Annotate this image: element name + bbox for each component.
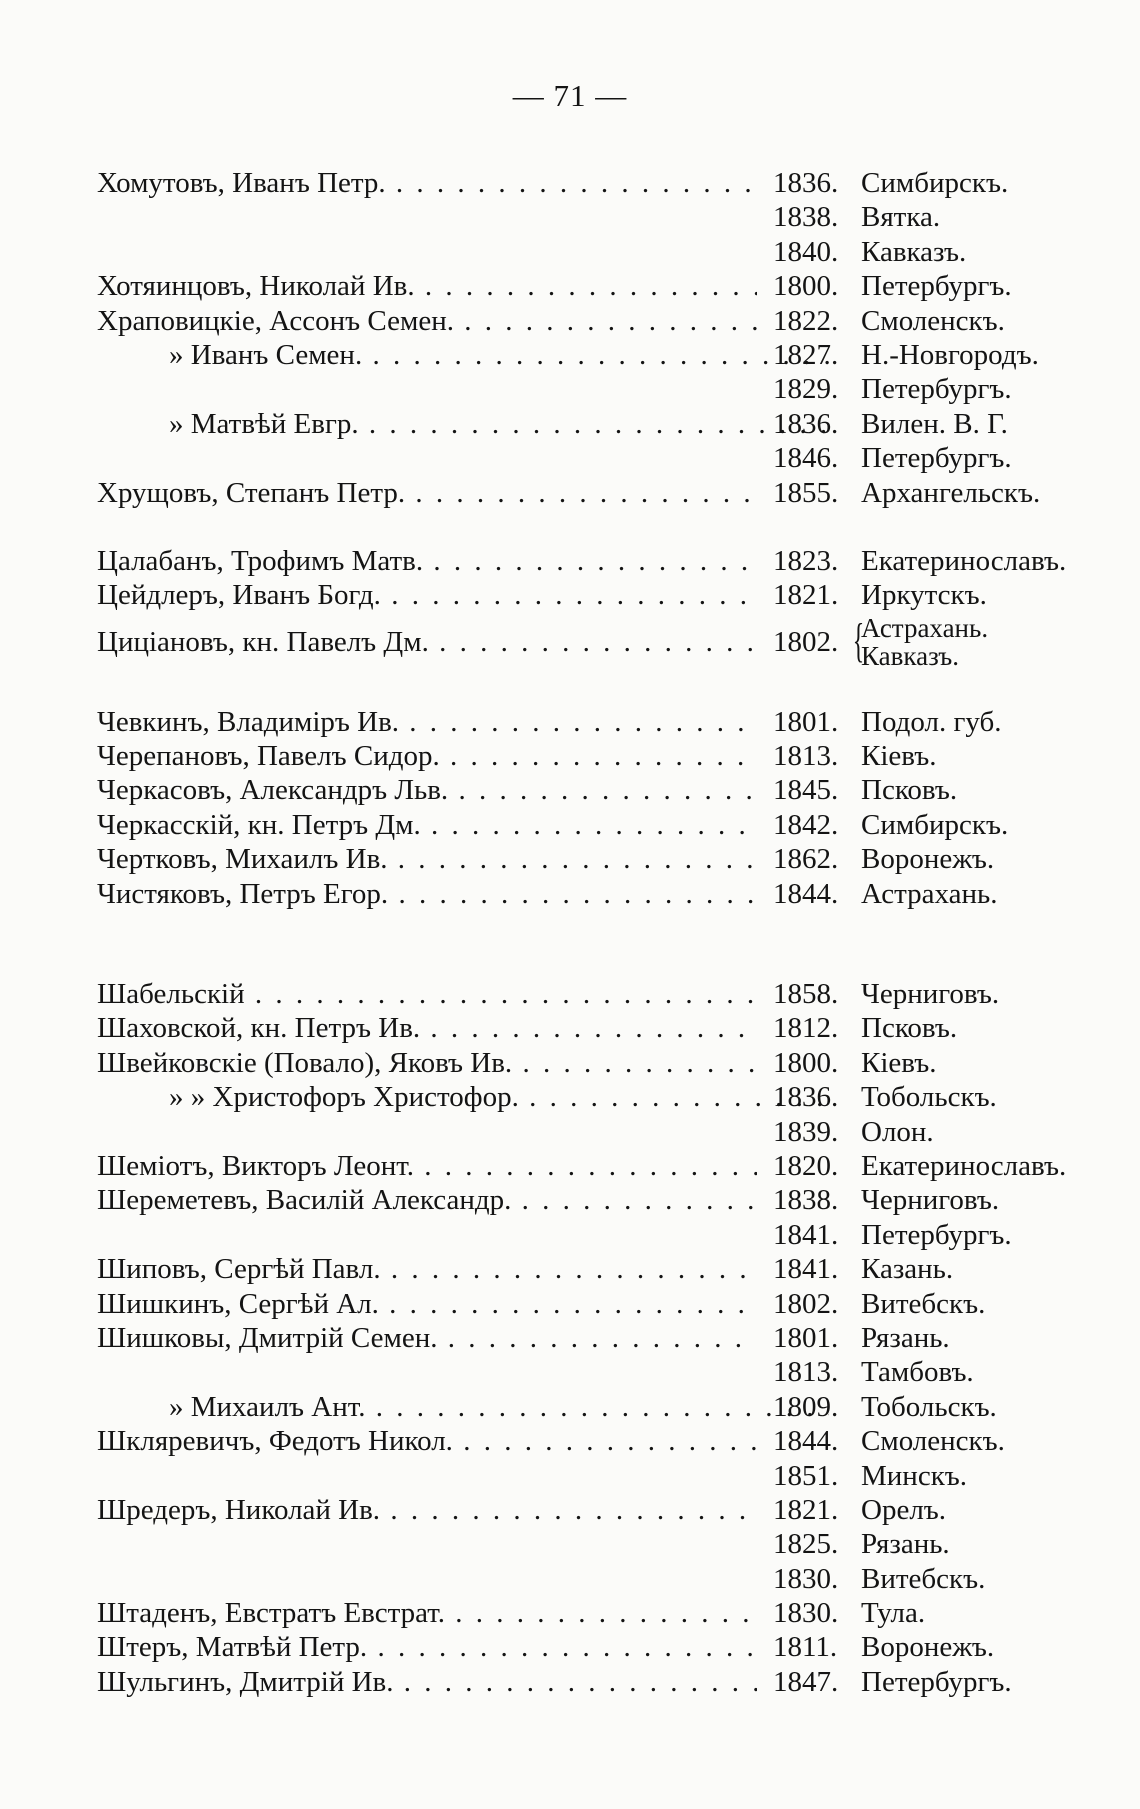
place: Псковъ.	[861, 1012, 958, 1045]
year: 1846.	[773, 442, 839, 475]
place: Смоленскъ.	[861, 1425, 1005, 1458]
place: Астрахань.	[861, 612, 989, 643]
person-name: Шишкинъ, Сергѣй Ал. . . .	[97, 1287, 757, 1321]
person-name: Хотяинцовъ, Николай Ив. . . .	[97, 269, 757, 303]
place: Тамбовъ.	[861, 1356, 974, 1389]
place: Кавказъ.	[861, 640, 959, 671]
person-name: Шульгинъ, Дмитрій Ив. . . .	[97, 1665, 757, 1699]
place: Петербургъ.	[861, 270, 1012, 303]
place: Кавказъ.	[861, 235, 967, 268]
place: Петербургъ.	[861, 1218, 1012, 1251]
brace-icon: {	[852, 613, 865, 667]
place: Воронежъ.	[861, 843, 995, 876]
year: 1801.	[773, 1321, 839, 1354]
year: 1822.	[773, 304, 839, 337]
list-item	[97, 304, 1097, 338]
year: 1836.	[773, 167, 839, 199]
person-name: Швейковскіе (Повало), Яковъ Ив. . . .	[97, 1046, 757, 1080]
place: Рязань.	[861, 1321, 950, 1354]
person-name: Шишковы, Дмитрій Семен. . . .	[97, 1321, 757, 1355]
year: 1847.	[773, 1665, 839, 1698]
list-item	[97, 705, 1097, 739]
year: 1836.	[773, 407, 839, 440]
place: Петербургъ.	[861, 373, 1012, 406]
place: Витебскъ.	[861, 1562, 986, 1595]
place: Тобольскъ.	[861, 1390, 997, 1423]
list-item	[97, 808, 1097, 842]
place: Минскъ.	[861, 1459, 968, 1492]
list-item	[97, 1596, 1097, 1630]
person-name: » » Христофоръ Христофор. . . .	[97, 1080, 829, 1114]
person-name: Черкасовъ, Александръ Льв. . . .	[97, 773, 757, 807]
person-name: Чевкинъ, Владиміръ Ив. . . .	[97, 705, 757, 739]
year: 1802.	[773, 1287, 839, 1320]
year: 1800.	[773, 270, 839, 303]
place: Казань.	[861, 1253, 954, 1286]
list-item	[97, 441, 1097, 475]
year: 1845.	[773, 774, 839, 807]
year: 1839.	[773, 1115, 839, 1148]
list-item	[97, 338, 1097, 372]
person-name: Цейдлеръ, Иванъ Богд. . . .	[97, 578, 757, 612]
year: 1823.	[773, 544, 839, 577]
list-item	[97, 578, 1097, 612]
person-name: Шредеръ, Николай Ив. . . .	[97, 1493, 757, 1527]
section-gap	[97, 911, 1097, 977]
year: 1821.	[773, 1493, 839, 1526]
list-item	[97, 1630, 1097, 1664]
place: Екатеринославъ.	[861, 1149, 1067, 1182]
list-item	[97, 1287, 1097, 1321]
list-item	[97, 773, 1097, 807]
place: Астрахань.	[861, 877, 998, 910]
place: Орелъ.	[861, 1493, 947, 1526]
year: 1812.	[773, 1012, 839, 1045]
person-name: Хомутовъ, Иванъ Петр. . . .	[97, 166, 757, 200]
person-name: Чертковъ, Михаилъ Ив. . . .	[97, 842, 757, 876]
person-name: » Михаилъ Ант. . . .	[97, 1390, 829, 1424]
page-number: — 71 —	[512, 78, 628, 113]
person-name: Шабельскій . . .	[97, 977, 757, 1011]
place: Черниговъ.	[861, 978, 1000, 1011]
year: 1841.	[773, 1253, 839, 1286]
year: 1829.	[773, 373, 839, 406]
person-name: » Матвѣй Евгр. . . .	[97, 407, 829, 441]
place: Кіевъ.	[861, 740, 937, 773]
person-name: Черепановъ, Павелъ Сидор. . . .	[97, 739, 757, 773]
year: 1840.	[773, 235, 839, 268]
list-item	[97, 739, 1097, 773]
list-item	[97, 1665, 1097, 1699]
list-item	[97, 1046, 1097, 1080]
list-item	[97, 1493, 1097, 1527]
place: Иркутскъ.	[861, 579, 987, 612]
year: 1821.	[773, 579, 839, 612]
list-item	[97, 372, 1097, 406]
list-item	[97, 1355, 1097, 1389]
place-group	[861, 613, 988, 670]
list-item	[97, 1218, 1097, 1252]
person-name: Храповицкіе, Ассонъ Семен. . . .	[97, 304, 757, 338]
list-item	[97, 1527, 1097, 1561]
place: Петербургъ.	[861, 442, 1012, 475]
list-item	[97, 877, 1097, 911]
year: 1838.	[773, 201, 839, 234]
list-item	[97, 269, 1097, 303]
list-item	[97, 842, 1097, 876]
place: Подол. губ.	[861, 705, 1002, 738]
place: Тобольскъ.	[861, 1081, 997, 1114]
year: 1842.	[773, 808, 839, 841]
section-gap	[97, 510, 1097, 544]
place: Кіевъ.	[861, 1046, 937, 1079]
list-item	[97, 544, 1097, 578]
year: 1801.	[773, 705, 839, 738]
person-name: » Иванъ Семен. . . .	[97, 338, 829, 372]
place: Воронежъ.	[861, 1631, 995, 1664]
year: 1813.	[773, 1356, 839, 1389]
place: Симбирскъ.	[861, 808, 1009, 841]
person-name: Штеръ, Матвѣй Петр. . . .	[97, 1630, 757, 1664]
place: Екатеринославъ.	[861, 544, 1067, 577]
place: Смоленскъ.	[861, 304, 1005, 337]
person-name: Шеміотъ, Викторъ Леонт. . . .	[97, 1149, 757, 1183]
place: Н.-Новгородъ.	[861, 338, 1039, 371]
year: 1851.	[773, 1459, 839, 1492]
place: Рязань.	[861, 1528, 950, 1561]
year: 1858.	[773, 978, 839, 1011]
person-name: Хрущовъ, Степанъ Петр. . . .	[97, 476, 757, 510]
place: Олон.	[861, 1115, 934, 1148]
person-name: Цалабанъ, Трофимъ Матв. . . .	[97, 544, 757, 578]
year: 1802.	[773, 625, 839, 658]
place: Вилен. В. Г.	[861, 407, 1008, 440]
year: 1844.	[773, 877, 839, 910]
place: Петербургъ.	[861, 1665, 1012, 1698]
list-item	[97, 1252, 1097, 1286]
entry-list	[97, 166, 1097, 1699]
year: 1862.	[773, 843, 839, 876]
year: 1813.	[773, 740, 839, 773]
person-name: Черкасскій, кн. Петръ Дм. . . .	[97, 808, 757, 842]
year: 1838.	[773, 1184, 839, 1217]
year: 1855.	[773, 476, 839, 509]
list-item	[97, 235, 1097, 269]
place: Вятка.	[861, 201, 941, 234]
list-item	[97, 476, 1097, 510]
section-gap	[97, 671, 1097, 705]
place: Псковъ.	[861, 774, 958, 807]
person-name: Циціановъ, кн. Павелъ Дм. . . .	[97, 613, 757, 671]
place: Черниговъ.	[861, 1184, 1000, 1217]
list-item	[97, 1080, 1097, 1114]
list-item	[97, 1459, 1097, 1493]
list-item	[97, 1424, 1097, 1458]
list-item	[97, 407, 1097, 441]
list-item	[97, 1149, 1097, 1183]
list-item	[97, 1115, 1097, 1149]
year: 1809.	[773, 1390, 839, 1423]
place: Архангельскъ.	[861, 476, 1041, 509]
year: 1811.	[773, 1631, 838, 1664]
year: 1825.	[773, 1528, 839, 1561]
place: Симбирскъ.	[861, 167, 1009, 199]
person-name: Шаховской, кн. Петръ Ив. . . .	[97, 1011, 757, 1045]
year: 1820.	[773, 1149, 839, 1182]
list-item	[97, 1390, 1097, 1424]
list-item	[97, 613, 1097, 671]
person-name: Шкляревичъ, Федотъ Никол. . . .	[97, 1424, 757, 1458]
person-name: Штаденъ, Евстратъ Евстрат. . . .	[97, 1596, 757, 1630]
year: 1844.	[773, 1425, 839, 1458]
place: Тула.	[861, 1597, 926, 1630]
year: 1800.	[773, 1046, 839, 1079]
person-name: Чистяковъ, Петръ Егор. . . .	[97, 877, 757, 911]
list-item	[97, 977, 1097, 1011]
year: 1830.	[773, 1597, 839, 1630]
year: 1827.	[773, 338, 839, 371]
list-item	[97, 1562, 1097, 1596]
place: Витебскъ.	[861, 1287, 986, 1320]
list-item	[97, 1183, 1097, 1217]
list-item	[97, 200, 1097, 234]
year: 1836.	[773, 1081, 839, 1114]
person-name: Шиповъ, Сергѣй Павл. . . .	[97, 1252, 757, 1286]
list-item	[97, 166, 1097, 200]
list-item	[97, 1321, 1097, 1355]
list-item	[97, 1011, 1097, 1045]
year: 1841.	[773, 1218, 839, 1251]
year: 1830.	[773, 1562, 839, 1595]
person-name: Шереметевъ, Василій Александр. . . .	[97, 1183, 757, 1217]
